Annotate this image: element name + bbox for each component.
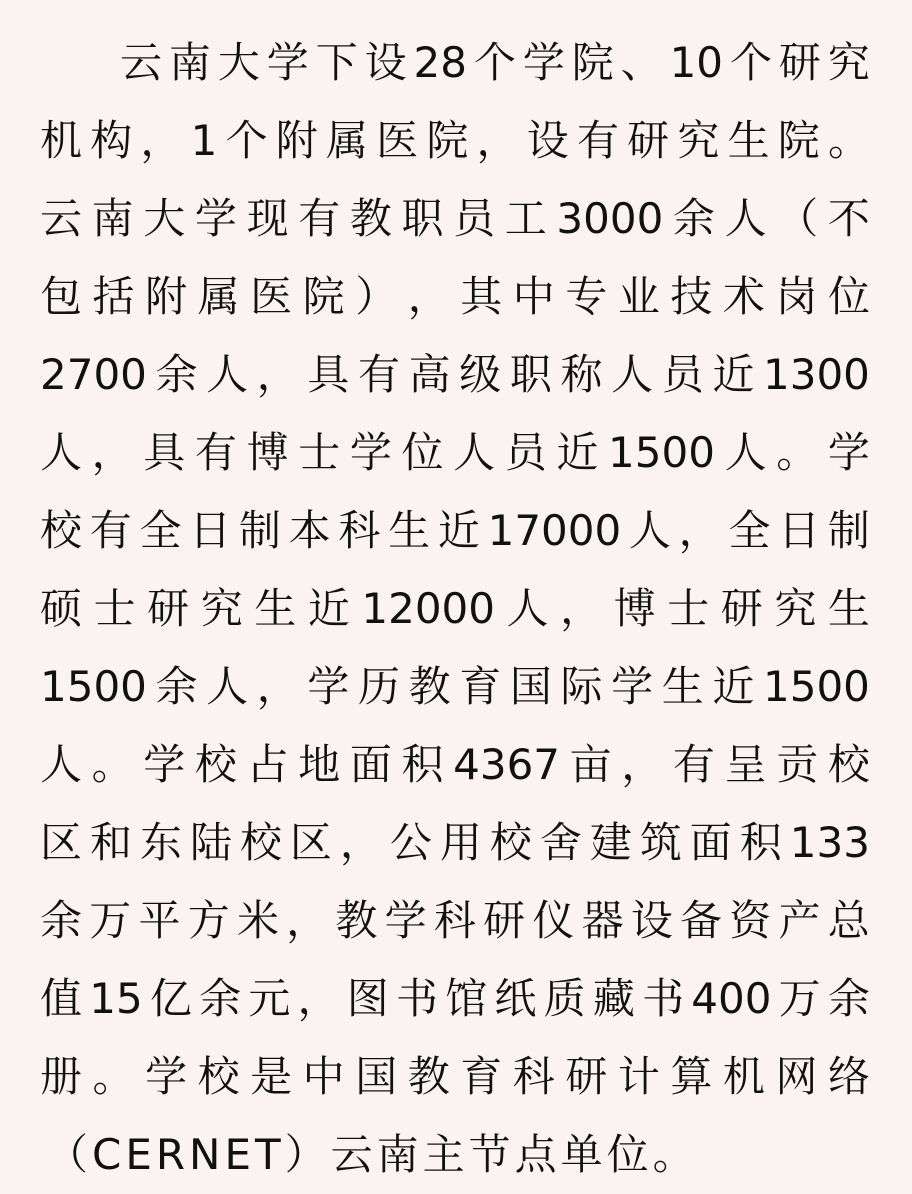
text-line-9: 1500 余 人 ， 学 历 教 育 国 际 学 生 近 1500 xyxy=(40,662,870,711)
text-line-11: 区 和 东 陆 校 区 ， 公 用 校 舍 建 筑 面 积 133 xyxy=(40,818,870,867)
text-line-12: 余 万 平 方 米 ， 教 学 科 研 仪 器 设 备 资 产 总 xyxy=(40,896,870,945)
text-line-14: 册 。 学 校 是 中 国 教 育 科 研 计 算 机 网 络 xyxy=(40,1052,870,1101)
text-line-2: 机 构 ， 1 个 附 属 医 院 ， 设 有 研 究 生 院 。 xyxy=(40,116,870,165)
text-line-4: 包 括 附 属 医 院 ） ， 其 中 专 业 技 术 岗 位 xyxy=(40,272,870,321)
text-line-13: 值 15 亿 余 元 ， 图 书 馆 纸 质 藏 书 400 万 余 xyxy=(40,974,870,1023)
text-line-3: 云 南 大 学 现 有 教 职 员 工 3000 余 人 （ 不 xyxy=(40,194,870,243)
article-text xyxy=(40,24,870,1194)
text-line-5: 2700 余 人 ， 具 有 高 级 职 称 人 员 近 1300 xyxy=(40,350,870,399)
text-line-1: 云 南 大 学 下 设 28 个 学 院 、 10 个 研 究 xyxy=(120,38,870,87)
text-line-6: 人 ， 具 有 博 士 学 位 人 员 近 1500 人 。 学 xyxy=(40,428,870,477)
text-line-15: （CERNET）云南主节点单位。 xyxy=(46,1130,699,1179)
text-line-8: 硕 士 研 究 生 近 12000 人 ， 博 士 研 究 生 xyxy=(40,584,870,633)
text-line-7: 校 有 全 日 制 本 科 生 近 17000 人 ， 全 日 制 xyxy=(40,506,870,555)
text-line-10: 人 。 学 校 占 地 面 积 4367 亩 ， 有 呈 贡 校 xyxy=(40,740,870,789)
